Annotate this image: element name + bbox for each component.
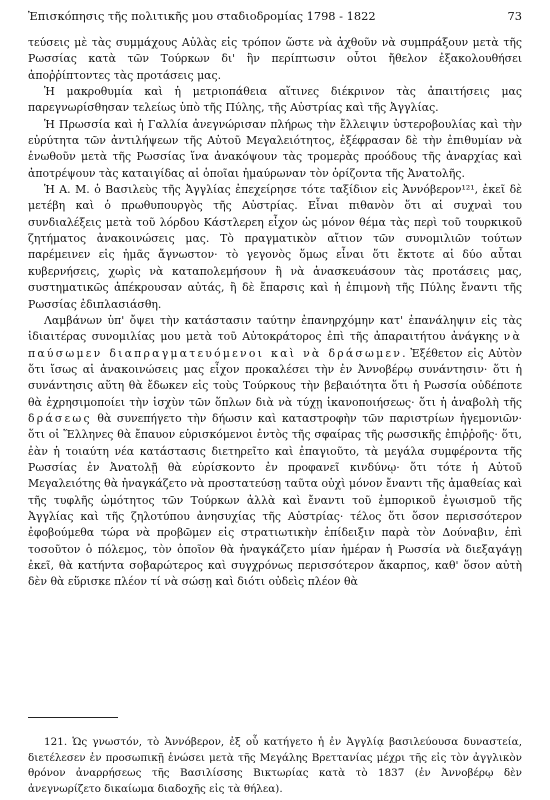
running-title: Ἐπισκόπησις τῆς πολιτικῆς μου σταδιοδρομίας 1798 - 1822 <box>28 9 376 23</box>
paragraph: Ἡ Πρωσσία καὶ ἡ Γαλλία ἀνεγνώρισαν πλήρως τὴν ἔλλειψιν ὑστεροβουλίας καὶ τὴν εὐρύτητα τῶν ἀντιλήψεων τῆς Αὐτοῦ Μεγαλειότητος, ἐξέφρασαν δὲ τὴν ἐπιθυμίαν νὰ ἑνωθοῦν μετὰ τῆς Ρωσσίας ἵνα ἀνακόψουν τὰς τρομερὰς προόδους τῆς ἀναρχίας καὶ ἀποτρέψουν τὰς καταιγίδας αἱ ὁποῖαι ἠμαύρωναν τὸν ὁρίζοντα τῆς Ἀνατολῆς. <box>28 117 522 180</box>
text-run: θὰ συνεπήγετο τὴν δήωσιν καὶ καταστροφὴν τῶν παριστρίων ἡγεμονιῶν· ὅτι οἱ Ἕλληνες θὰ ἔπαυον εὑρισκόμενοι ἐντὸς τῆς σφαίρας τῆς ρωσσικῆς ἐπιῤῥοῆς· ὅτι, ἐὰν ἡ τοιαύτη νέα κατάστασις διετηρεῖτο καὶ ἐπαγιοῦτο, τὰ μεγάλα συμφέροντα τῆς Ρωσσίας ἐν Ἀνατολῇ θὰ εὑρίσκοντο ἐν προφανεῖ κινδύνῳ· ὅτι τότε ἡ Αὐτοῦ Μεγαλειότης θὰ ἠναγκάζετο νὰ προστατεύσῃ ταῦτα οὐχὶ μόνον ἔναντι τῆς ἀμαθείας καὶ τῆς τυφλῆς ὠμότητος τῶν Τούρκων ἀλλὰ καὶ ἔναντι τοῦ ἐμπορικοῦ ἐγωισμοῦ τῆς Ἀγγλίας καὶ τῆς ζηλοτύπου ἀνησυχίας τῆς Αὐστρίας· τέλος ὅτι ὅσον περισσότερον ἐφοβούμεθα τώρα νὰ προβῶμεν εἰς στρατιωτικὴν ἐπίδειξιν παρὰ τὸν Δούναβιν, ἐπὶ τοσοῦτον ὁ πόλεμος, τὸν ὁποῖον θὰ ἠναγκάζετο μίαν ἡμέραν ἡ Ρωσσία νὰ διεξαγάγῃ ἐκεῖ, θὰ κατήντα σοβαρώτερος καὶ συγχρόνως περισσότερον ἄκαρπος, καθ' ὅσον αὐτὴ δὲν θὰ εὕρισκε πλέον τί νὰ σώσῃ καὶ διότι οὐδεὶς πλέον θὰ <box>28 411 522 589</box>
footnote-divider <box>28 717 118 718</box>
paragraph <box>28 313 522 591</box>
paragraph: Ἡ Α. Μ. ὁ Βασιλεὺς τῆς Ἀγγλίας ἐπεχείρησε τότε ταξίδιον εἰς Ἀννόβερον¹²¹, ἐκεῖ δὲ μετέβη καὶ ὁ πρωθυπουργὸς τῆς Αὐστρίας. Εἶναι πιθανὸν ὅτι αἱ συχναὶ του συνδιαλέξεις μετὰ τοῦ λόρδου Κάστλερεη εἶχον ὡς μόνον θέμα τὰς περὶ τοῦ τουρκικοῦ ζητήματος ἀνακοινώσεις μας. Τὸ πραγματικὸν αἴτιον τῶν συνομιλιῶν τούτων παρέμεινεν εἰς ἡμᾶς ἄγνωστον· τὸ γεγονὸς ὅμως εἶναι ὅτι ἔκτοτε αἱ δύο αὗται κυβερνήσεις, χωρὶς νὰ καταπολεμήσουν ἢ νὰ ἀνασκευάσουν τὰς προτάσεις μας, συστηματικῶς ἀπέκρουσαν αὐτάς, ἢ δὲ ἔπαρσις καὶ ἡ ἐπιμονὴ τῆς Πύλης ἔναντι τῆς Ρωσσίας ἐδιπλασιάσθη. <box>28 183 522 311</box>
footnote: 121. Ὡς γνωστόν, τὸ Ἀννόβερον, ἐξ οὗ κατήγετο ἡ ἐν Ἀγγλίᾳ βασιλεύουσα δυναστεία, διετέλεσεν ἐν προσωπικῇ ἑνώσει μετὰ τῆς Μεγάλης Βρεττανίας μέχρι τῆς εἰς τὸν ἀγγλικὸν θρόνον ἀναρρήσεως τῆς Βασιλίσσης Βικτωρίας κατὰ τὸ 1837 (ἐν Ἀννοβέρῳ δὲν ἀνεγνωρίζετο δικαίωμα διαδοχῆς εἰς τὰ θήλεα). <box>28 736 522 795</box>
text-run: . Ἐξέθετον εἰς Αὐτὸν ὅτι ἴσως αἱ ἀνακοινώσεις μας εἶχον προκαλέσει τὴν ἐν Ἀννοβέρῳ συνάντησιν· ὅτι ἡ συνάντησις αὕτη θὰ ἔδωκεν εἰς τοὺς Τούρκους τὴν βεβαιότητα ὅτι ἡ Ρωσσία οὐδέποτε θὰ ἐχρησιμοποίει τὴν ἰσχὺν τῶν ὅπλων διὰ νὰ τύχῃ ἱκανοποιήσεως· ὅτι ἡ ἀναβολὴ τῆς <box>28 346 522 409</box>
spaced-emphasis: νὰ παύσωμεν διαπραγματευόμενοι καὶ νὰ δράσωμεν <box>28 330 522 360</box>
spaced-emphasis: δράσεως <box>28 411 92 425</box>
paragraph: τεύσεις μὲ τὰς συμμάχους Αὐλὰς εἰς τρόπον ὥστε νὰ ἀχθοῦν νὰ συμπράξουν μετὰ τῆς Ρωσσίας κατὰ τῶν Τούρκων δι' ἣν περίπτωσιν οὗτοι ἤθελον ἐξακολουθήσει ἀποῤῥίπτοντες τὰς προτάσεις μας. <box>28 36 522 82</box>
page-number: 73 <box>507 9 522 23</box>
main-text <box>28 35 522 591</box>
running-header <box>28 9 522 25</box>
text-run: Λαμβάνων ὑπ' ὄψει τὴν κατάστασιν ταύτην ἐπανηρχόμην κατ' ἐπανάληψιν εἰς τὰς ἰδιαιτέρας συνομιλίας μου μετὰ τοῦ Αὐτοκράτορος ἐπὶ τῆς ἀπαραιτήτου ἀνάγκης <box>28 313 522 344</box>
paragraph: Ἡ μακροθυμία καὶ ἡ μετριοπάθεια αἵτινες διέκρινον τὰς ἀπαιτήσεις μας παρεγνωρίσθησαν τελείως ὑπὸ τῆς Πύλης, τῆς Αὐστρίας καὶ τῆς Ἀγγλίας. <box>28 85 522 115</box>
